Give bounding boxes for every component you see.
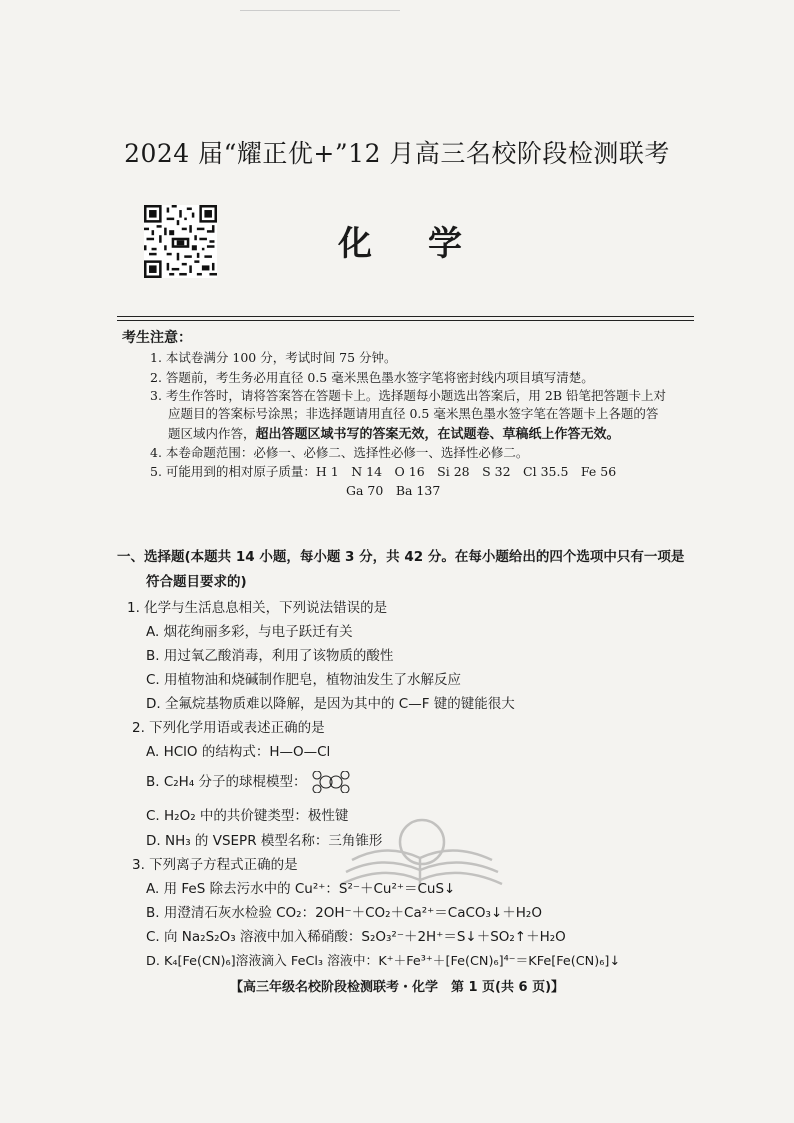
notice-item: 5. 可能用到的相对原子质量：H 1 N 14 O 16 Si 28 S 32 Cl 35.5 Fe 56	[150, 464, 617, 479]
question-option: C. H₂O₂ 中的共价键类型：极性键	[146, 808, 349, 824]
notice-item: 4. 本卷命题范围：必修一、必修二、选择性必修一、选择性必修二。	[150, 445, 529, 460]
ball-stick-model-icon	[311, 771, 351, 793]
question-option: A. 用 FeS 除去污水中的 Cu²⁺：S²⁻＋Cu²⁺＝CuS↓	[146, 881, 456, 897]
question-option: D. NH₃ 的 VSEPR 模型名称：三角锥形	[146, 833, 383, 849]
subject-title: 化学	[338, 224, 518, 264]
notice-item: 3. 考生作答时，请将答案答在答题卡上。选择题每小题选出答案后，用 2B 铅笔把答题卡上对	[150, 388, 666, 403]
question-stem: 3. 下列离子方程式正确的是	[132, 857, 298, 873]
page-footer: 【高三年级名校阶段检测联考・化学 第 1 页(共 6 页)】	[229, 980, 565, 995]
exam-title: 2024 届“耀正优+”12 月高三名校阶段检测联考	[124, 139, 670, 168]
question-option: D. K₄[Fe(CN)₆]溶液滴入 FeCl₃ 溶液中：K⁺＋Fe³⁺＋[Fe(CN)₆]⁴⁻＝KFe[Fe(CN)₆]↓	[146, 954, 621, 969]
section-heading: 一、选择题(本题共 14 小题，每小题 3 分，共 42 分。在每小题给出的四个选项中只有一项是	[117, 549, 685, 565]
question-stem: 1. 化学与生活息息相关，下列说法错误的是	[127, 600, 388, 616]
question-option: C. 用植物油和烧碱制作肥皂，植物油发生了水解反应	[146, 672, 462, 688]
notice-item: 应题目的答案标号涂黑；非选择题请用直径 0.5 毫米黑色墨水签字笔在答题卡上各题的答	[168, 406, 659, 421]
notice-heading: 考生注意：	[122, 330, 192, 346]
question-option: B. 用过氧乙酸消毒，利用了该物质的酸性	[146, 648, 394, 664]
notice-emphasis: 超出答题区域书写的答案无效，在试题卷、草稿纸上作答无效。	[255, 427, 620, 442]
question-option: A. 烟花绚丽多彩，与电子跃迁有关	[146, 624, 353, 640]
notice-item: 2. 答题前，考生务必用直径 0.5 毫米黑色墨水签字笔将密封线内项目填写清楚。	[150, 370, 594, 385]
question-option: C. 向 Na₂S₂O₃ 溶液中加入稀硝酸：S₂O₃²⁻＋2H⁺＝S↓＋SO₂↑＋H₂O	[146, 929, 566, 945]
question-stem: 2. 下列化学用语或表述正确的是	[132, 720, 325, 736]
question-option: B. C₂H₄ 分子的球棍模型：	[146, 770, 351, 793]
divider	[117, 320, 694, 321]
question-option: A. HClO 的结构式：H—O—Cl	[146, 744, 331, 760]
scan-mark	[240, 10, 400, 11]
section-heading: 符合题目要求的)	[146, 574, 247, 590]
divider	[117, 316, 694, 317]
notice-item: Ga 70 Ba 137	[346, 483, 441, 498]
question-option: B. 用澄清石灰水检验 CO₂：2OH⁻＋CO₂＋Ca²⁺＝CaCO₃↓＋H₂O	[146, 905, 542, 921]
notice-item: 1. 本试卷满分 100 分，考试时间 75 分钟。	[150, 350, 397, 365]
question-option: D. 全氟烷基物质难以降解，是因为其中的 C—F 键的键能很大	[146, 696, 515, 712]
qr-code	[144, 205, 217, 278]
notice-item: 题区域内作答，超出答题区域书写的答案无效，在试题卷、草稿纸上作答无效。	[168, 426, 620, 442]
